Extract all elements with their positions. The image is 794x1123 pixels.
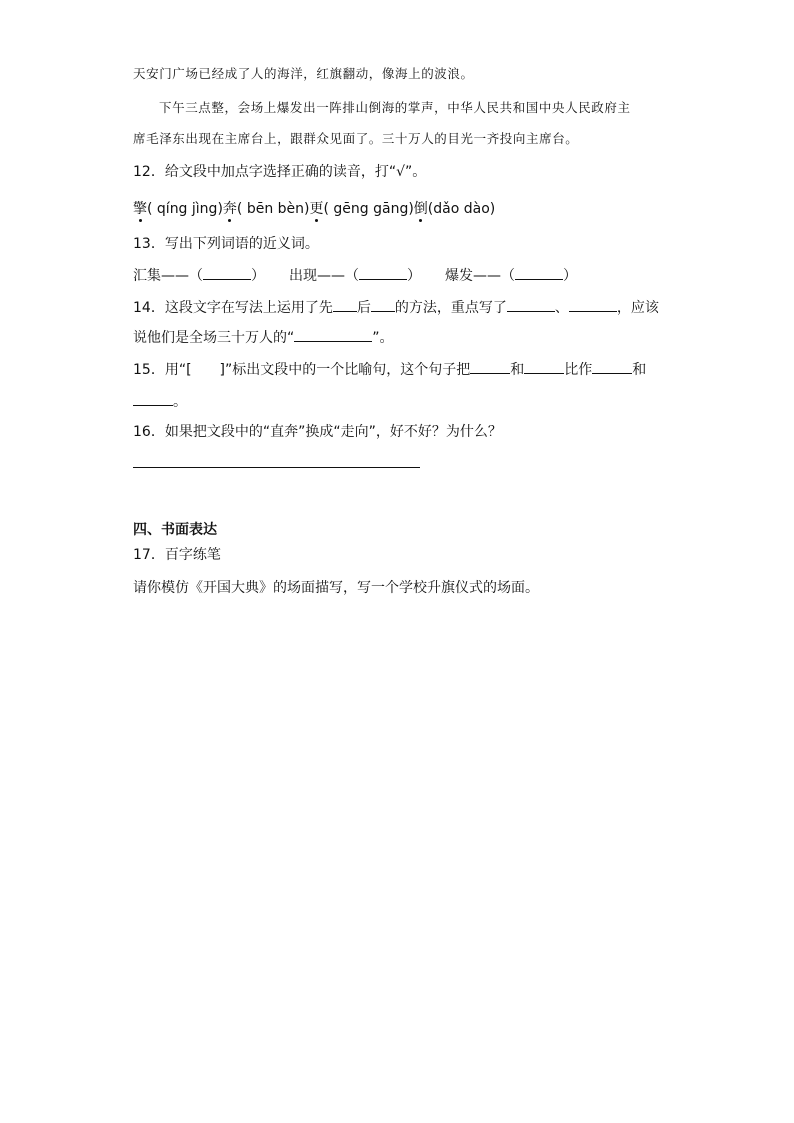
pinyin-options-4: (dǎo dào) <box>427 201 496 217</box>
q14-blank-5[interactable] <box>294 327 372 342</box>
synonym-word-3: 爆发 <box>445 268 473 284</box>
q14-blank-2[interactable] <box>371 297 395 312</box>
passage-line-3: 席毛泽东出现在主席台上，跟群众见面了。三十万人的目光一齐投向主席台。 <box>133 131 579 146</box>
question-17-title: 17．百字练笔 <box>133 547 221 563</box>
pinyin-char-2: 奔 <box>223 198 237 218</box>
question-14-line-2: 说他们是全场三十万人的“ ”。 <box>133 327 394 347</box>
pinyin-options-2: ( bēn bèn) <box>236 201 310 217</box>
pinyin-char-1: 擎 <box>133 198 147 218</box>
q15-blank-2[interactable] <box>524 359 564 374</box>
pinyin-char-3: 更 <box>309 198 323 218</box>
question-12-prompt: 12．给文段中加点字选择正确的读音，打“√”。 <box>133 164 427 180</box>
pinyin-options-3: ( gēng gāng) <box>323 201 414 217</box>
section-4-title: 四、书面表达 <box>133 522 217 538</box>
q14-blank-1[interactable] <box>333 297 357 312</box>
synonym-word-1: 汇集 <box>133 268 161 284</box>
pinyin-options-1: ( qíng jìng) <box>147 201 223 217</box>
q14-blank-4[interactable] <box>569 297 617 312</box>
question-14-line-1: 14．这段文字在写法上运用了先 后 的方法，重点写了 、 ，应该 <box>133 297 659 317</box>
synonym-blank-2[interactable] <box>359 265 407 280</box>
synonym-blank-1[interactable] <box>203 265 251 280</box>
pinyin-char-4: 倒 <box>414 198 428 218</box>
question-15-line-1: 15．用“[ ]”标出文段中的一个比喻句，这个句子把 和 比作 和 <box>133 359 646 379</box>
question-13-prompt: 13．写出下列词语的近义词。 <box>133 236 319 252</box>
question-17-instruction: 请你模仿《开国大典》的场面描写，写一个学校升旗仪式的场面。 <box>133 580 539 596</box>
question-13-row: 汇集——（ ） 出现——（ ） 爆发——（ ） <box>133 265 577 285</box>
q14-blank-3[interactable] <box>507 297 555 312</box>
passage-line-2: 下午三点整，会场上爆发出一阵排山倒海的掌声，中华人民共和国中央人民政府主 <box>159 100 631 115</box>
question-15-line-2: 。 <box>133 391 187 411</box>
synonym-word-2: 出现 <box>289 268 317 284</box>
passage-line-1: 天安门广场已经成了人的海洋，红旗翻动，像海上的波浪。 <box>133 66 474 81</box>
question-12-options <box>133 198 495 218</box>
synonym-blank-3[interactable] <box>515 265 563 280</box>
q16-answer-line[interactable] <box>133 467 420 468</box>
q15-blank-3[interactable] <box>592 359 632 374</box>
question-16-prompt: 16．如果把文段中的“直奔”换成“走向”，好不好？为什么？ <box>133 424 502 440</box>
q15-blank-1[interactable] <box>470 359 510 374</box>
q15-blank-4[interactable] <box>133 391 173 406</box>
